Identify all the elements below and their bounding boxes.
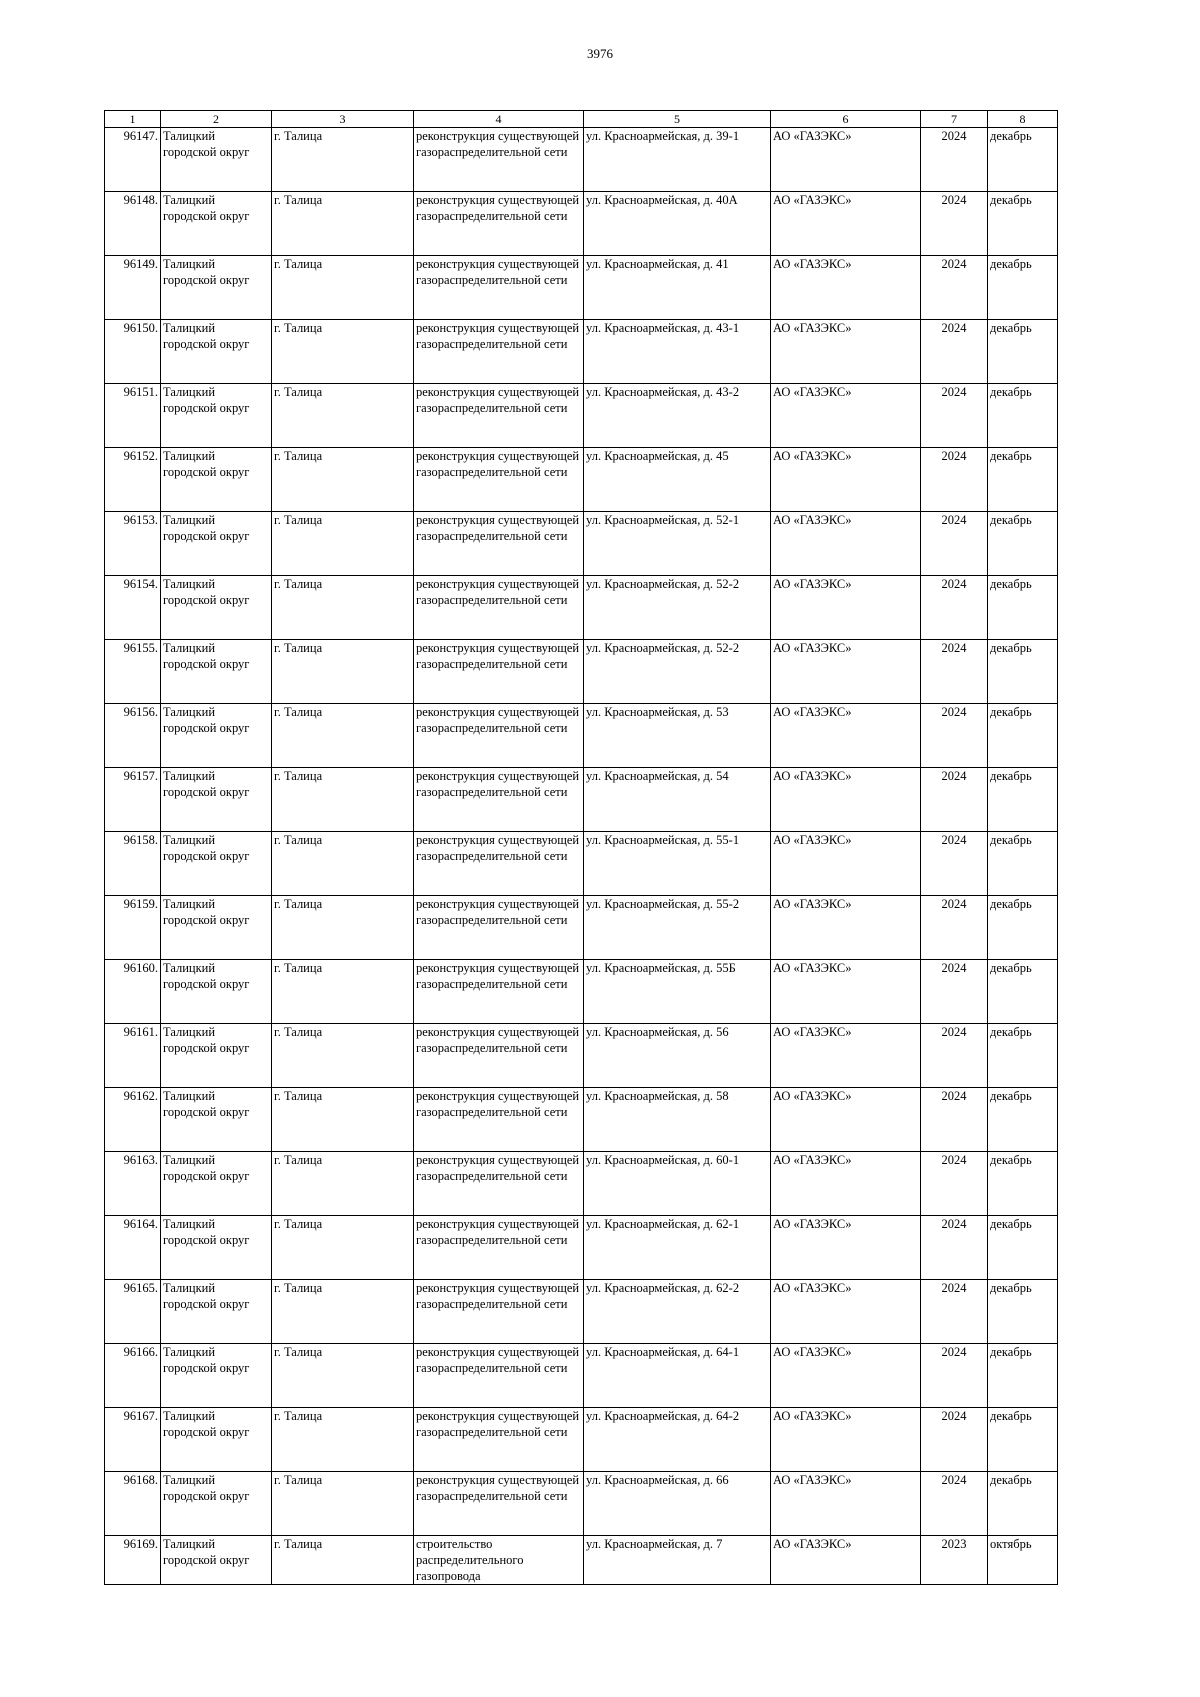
completion-month: декабрь bbox=[988, 1024, 1058, 1088]
district-name: Талицкий городской округ bbox=[161, 1408, 272, 1472]
row-number: 96147. bbox=[105, 128, 161, 192]
table-row bbox=[105, 832, 1058, 896]
table-row bbox=[105, 1088, 1058, 1152]
locality-name: г. Талица bbox=[272, 832, 414, 896]
object-address: ул. Красноармейская, д. 7 bbox=[584, 1536, 771, 1585]
gasification-register-table bbox=[104, 110, 1058, 1585]
work-type: реконструкция существующей газораспределительной сети bbox=[414, 896, 584, 960]
row-number: 96152. bbox=[105, 448, 161, 512]
table-row bbox=[105, 640, 1058, 704]
row-number: 96168. bbox=[105, 1472, 161, 1536]
completion-year: 2024 bbox=[921, 576, 988, 640]
locality-name: г. Талица bbox=[272, 1216, 414, 1280]
district-name: Талицкий городской округ bbox=[161, 1472, 272, 1536]
object-address: ул. Красноармейская, д. 66 bbox=[584, 1472, 771, 1536]
row-number: 96157. bbox=[105, 768, 161, 832]
completion-year: 2024 bbox=[921, 1280, 988, 1344]
completion-month: декабрь bbox=[988, 320, 1058, 384]
work-type: реконструкция существующей газораспределительной сети bbox=[414, 960, 584, 1024]
row-number: 96148. bbox=[105, 192, 161, 256]
locality-name: г. Талица bbox=[272, 704, 414, 768]
row-number: 96154. bbox=[105, 576, 161, 640]
organization-name: АО «ГАЗЭКС» bbox=[771, 448, 921, 512]
table-row bbox=[105, 128, 1058, 192]
completion-year: 2024 bbox=[921, 1472, 988, 1536]
completion-month: декабрь bbox=[988, 1344, 1058, 1408]
completion-month: декабрь bbox=[988, 192, 1058, 256]
row-number: 96164. bbox=[105, 1216, 161, 1280]
completion-year: 2024 bbox=[921, 256, 988, 320]
work-type: реконструкция существующей газораспределительной сети bbox=[414, 704, 584, 768]
completion-month: декабрь bbox=[988, 640, 1058, 704]
completion-year: 2024 bbox=[921, 512, 988, 576]
page-number: 3976 bbox=[587, 46, 613, 61]
object-address: ул. Красноармейская, д. 62-2 bbox=[584, 1280, 771, 1344]
completion-month: декабрь bbox=[988, 1216, 1058, 1280]
table-row bbox=[105, 1408, 1058, 1472]
column-header-8: 8 bbox=[988, 111, 1058, 128]
district-name: Талицкий городской округ bbox=[161, 1088, 272, 1152]
object-address: ул. Красноармейская, д. 64-1 bbox=[584, 1344, 771, 1408]
object-address: ул. Красноармейская, д. 43-1 bbox=[584, 320, 771, 384]
district-name: Талицкий городской округ bbox=[161, 1024, 272, 1088]
completion-year: 2024 bbox=[921, 1024, 988, 1088]
work-type: реконструкция существующей газораспределительной сети bbox=[414, 1088, 584, 1152]
district-name: Талицкий городской округ bbox=[161, 128, 272, 192]
organization-name: АО «ГАЗЭКС» bbox=[771, 1280, 921, 1344]
table-row bbox=[105, 768, 1058, 832]
organization-name: АО «ГАЗЭКС» bbox=[771, 192, 921, 256]
organization-name: АО «ГАЗЭКС» bbox=[771, 832, 921, 896]
district-name: Талицкий городской округ bbox=[161, 320, 272, 384]
work-type: реконструкция существующей газораспределительной сети bbox=[414, 256, 584, 320]
completion-month: декабрь bbox=[988, 704, 1058, 768]
locality-name: г. Талица bbox=[272, 320, 414, 384]
column-header-1: 1 bbox=[105, 111, 161, 128]
locality-name: г. Талица bbox=[272, 1536, 414, 1585]
register-body bbox=[105, 128, 1058, 1585]
completion-month: декабрь bbox=[988, 512, 1058, 576]
object-address: ул. Красноармейская, д. 52-1 bbox=[584, 512, 771, 576]
object-address: ул. Красноармейская, д. 60-1 bbox=[584, 1152, 771, 1216]
work-type: реконструкция существующей газораспределительной сети bbox=[414, 1152, 584, 1216]
table-row bbox=[105, 512, 1058, 576]
work-type: реконструкция существующей газораспределительной сети bbox=[414, 1024, 584, 1088]
table-row bbox=[105, 384, 1058, 448]
district-name: Талицкий городской округ bbox=[161, 1280, 272, 1344]
organization-name: АО «ГАЗЭКС» bbox=[771, 704, 921, 768]
row-number: 96162. bbox=[105, 1088, 161, 1152]
work-type: реконструкция существующей газораспределительной сети bbox=[414, 1280, 584, 1344]
object-address: ул. Красноармейская, д. 64-2 bbox=[584, 1408, 771, 1472]
organization-name: АО «ГАЗЭКС» bbox=[771, 768, 921, 832]
completion-year: 2024 bbox=[921, 896, 988, 960]
organization-name: АО «ГАЗЭКС» bbox=[771, 1216, 921, 1280]
table-row bbox=[105, 1024, 1058, 1088]
work-type: реконструкция существующей газораспределительной сети bbox=[414, 320, 584, 384]
work-type: реконструкция существующей газораспределительной сети bbox=[414, 128, 584, 192]
organization-name: АО «ГАЗЭКС» bbox=[771, 1408, 921, 1472]
completion-month: декабрь bbox=[988, 1408, 1058, 1472]
completion-month: декабрь bbox=[988, 832, 1058, 896]
row-number: 96163. bbox=[105, 1152, 161, 1216]
locality-name: г. Талица bbox=[272, 384, 414, 448]
row-number: 96149. bbox=[105, 256, 161, 320]
completion-year: 2024 bbox=[921, 1344, 988, 1408]
organization-name: АО «ГАЗЭКС» bbox=[771, 1152, 921, 1216]
organization-name: АО «ГАЗЭКС» bbox=[771, 256, 921, 320]
district-name: Талицкий городской округ bbox=[161, 576, 272, 640]
locality-name: г. Талица bbox=[272, 1344, 414, 1408]
column-header-2: 2 bbox=[161, 111, 272, 128]
table-row bbox=[105, 1344, 1058, 1408]
district-name: Талицкий городской округ bbox=[161, 256, 272, 320]
row-number: 96151. bbox=[105, 384, 161, 448]
completion-year: 2024 bbox=[921, 960, 988, 1024]
locality-name: г. Талица bbox=[272, 896, 414, 960]
object-address: ул. Красноармейская, д. 52-2 bbox=[584, 640, 771, 704]
column-header-3: 3 bbox=[272, 111, 414, 128]
locality-name: г. Талица bbox=[272, 1408, 414, 1472]
completion-year: 2024 bbox=[921, 448, 988, 512]
object-address: ул. Красноармейская, д. 53 bbox=[584, 704, 771, 768]
organization-name: АО «ГАЗЭКС» bbox=[771, 960, 921, 1024]
locality-name: г. Талица bbox=[272, 256, 414, 320]
district-name: Талицкий городской округ bbox=[161, 192, 272, 256]
object-address: ул. Красноармейская, д. 54 bbox=[584, 768, 771, 832]
table-row bbox=[105, 1280, 1058, 1344]
completion-year: 2024 bbox=[921, 832, 988, 896]
work-type: реконструкция существующей газораспределительной сети bbox=[414, 832, 584, 896]
table-row bbox=[105, 320, 1058, 384]
organization-name: АО «ГАЗЭКС» bbox=[771, 640, 921, 704]
table-row bbox=[105, 576, 1058, 640]
locality-name: г. Талица bbox=[272, 1088, 414, 1152]
district-name: Талицкий городской округ bbox=[161, 384, 272, 448]
table-row bbox=[105, 896, 1058, 960]
object-address: ул. Красноармейская, д. 45 bbox=[584, 448, 771, 512]
locality-name: г. Талица bbox=[272, 128, 414, 192]
locality-name: г. Талица bbox=[272, 192, 414, 256]
work-type: реконструкция существующей газораспределительной сети bbox=[414, 1408, 584, 1472]
locality-name: г. Талица bbox=[272, 640, 414, 704]
locality-name: г. Талица bbox=[272, 576, 414, 640]
organization-name: АО «ГАЗЭКС» bbox=[771, 128, 921, 192]
work-type: реконструкция существующей газораспределительной сети bbox=[414, 1216, 584, 1280]
table-row bbox=[105, 192, 1058, 256]
table-row bbox=[105, 1536, 1058, 1585]
table-row bbox=[105, 1152, 1058, 1216]
work-type: реконструкция существующей газораспределительной сети bbox=[414, 1344, 584, 1408]
district-name: Талицкий городской округ bbox=[161, 832, 272, 896]
work-type: реконструкция существующей газораспределительной сети bbox=[414, 640, 584, 704]
locality-name: г. Талица bbox=[272, 1152, 414, 1216]
organization-name: АО «ГАЗЭКС» bbox=[771, 1344, 921, 1408]
object-address: ул. Красноармейская, д. 55-1 bbox=[584, 832, 771, 896]
locality-name: г. Талица bbox=[272, 1472, 414, 1536]
column-number-header-row bbox=[105, 111, 1058, 128]
work-type: реконструкция существующей газораспределительной сети bbox=[414, 448, 584, 512]
completion-year: 2024 bbox=[921, 128, 988, 192]
object-address: ул. Красноармейская, д. 56 bbox=[584, 1024, 771, 1088]
completion-month: декабрь bbox=[988, 896, 1058, 960]
district-name: Талицкий городской округ bbox=[161, 1152, 272, 1216]
completion-month: декабрь bbox=[988, 448, 1058, 512]
locality-name: г. Талица bbox=[272, 1280, 414, 1344]
work-type: реконструкция существующей газораспределительной сети bbox=[414, 512, 584, 576]
row-number: 96150. bbox=[105, 320, 161, 384]
column-header-6: 6 bbox=[771, 111, 921, 128]
row-number: 96165. bbox=[105, 1280, 161, 1344]
table-row bbox=[105, 1216, 1058, 1280]
completion-year: 2024 bbox=[921, 1216, 988, 1280]
completion-month: октябрь bbox=[988, 1536, 1058, 1585]
completion-month: декабрь bbox=[988, 768, 1058, 832]
organization-name: АО «ГАЗЭКС» bbox=[771, 320, 921, 384]
locality-name: г. Талица bbox=[272, 1024, 414, 1088]
completion-year: 2024 bbox=[921, 384, 988, 448]
row-number: 96169. bbox=[105, 1536, 161, 1585]
completion-year: 2024 bbox=[921, 768, 988, 832]
object-address: ул. Красноармейская, д. 55Б bbox=[584, 960, 771, 1024]
work-type: реконструкция существующей газораспределительной сети bbox=[414, 576, 584, 640]
column-header-7: 7 bbox=[921, 111, 988, 128]
district-name: Талицкий городской округ bbox=[161, 640, 272, 704]
organization-name: АО «ГАЗЭКС» bbox=[771, 1024, 921, 1088]
locality-name: г. Талица bbox=[272, 448, 414, 512]
completion-month: декабрь bbox=[988, 128, 1058, 192]
object-address: ул. Красноармейская, д. 39-1 bbox=[584, 128, 771, 192]
district-name: Талицкий городской округ bbox=[161, 896, 272, 960]
object-address: ул. Красноармейская, д. 43-2 bbox=[584, 384, 771, 448]
work-type: реконструкция существующей газораспределительной сети bbox=[414, 192, 584, 256]
row-number: 96159. bbox=[105, 896, 161, 960]
object-address: ул. Красноармейская, д. 52-2 bbox=[584, 576, 771, 640]
organization-name: АО «ГАЗЭКС» bbox=[771, 576, 921, 640]
object-address: ул. Красноармейская, д. 55-2 bbox=[584, 896, 771, 960]
object-address: ул. Красноармейская, д. 40А bbox=[584, 192, 771, 256]
completion-year: 2024 bbox=[921, 1088, 988, 1152]
work-type: строительство распределительного газопровода bbox=[414, 1536, 584, 1585]
table-row bbox=[105, 256, 1058, 320]
row-number: 96160. bbox=[105, 960, 161, 1024]
work-type: реконструкция существующей газораспределительной сети bbox=[414, 768, 584, 832]
district-name: Талицкий городской округ bbox=[161, 448, 272, 512]
table-row bbox=[105, 960, 1058, 1024]
table-row bbox=[105, 448, 1058, 512]
district-name: Талицкий городской округ bbox=[161, 960, 272, 1024]
work-type: реконструкция существующей газораспределительной сети bbox=[414, 384, 584, 448]
object-address: ул. Красноармейская, д. 62-1 bbox=[584, 1216, 771, 1280]
row-number: 96167. bbox=[105, 1408, 161, 1472]
locality-name: г. Талица bbox=[272, 512, 414, 576]
completion-year: 2023 bbox=[921, 1536, 988, 1585]
work-type: реконструкция существующей газораспределительной сети bbox=[414, 1472, 584, 1536]
organization-name: АО «ГАЗЭКС» bbox=[771, 1472, 921, 1536]
completion-year: 2024 bbox=[921, 1152, 988, 1216]
district-name: Талицкий городской округ bbox=[161, 768, 272, 832]
table-row bbox=[105, 1472, 1058, 1536]
column-header-5: 5 bbox=[584, 111, 771, 128]
object-address: ул. Красноармейская, д. 41 bbox=[584, 256, 771, 320]
organization-name: АО «ГАЗЭКС» bbox=[771, 384, 921, 448]
completion-month: декабрь bbox=[988, 256, 1058, 320]
completion-month: декабрь bbox=[988, 576, 1058, 640]
completion-year: 2024 bbox=[921, 1408, 988, 1472]
table-row bbox=[105, 704, 1058, 768]
district-name: Талицкий городской округ bbox=[161, 1216, 272, 1280]
completion-month: декабрь bbox=[988, 1152, 1058, 1216]
completion-month: декабрь bbox=[988, 1280, 1058, 1344]
organization-name: АО «ГАЗЭКС» bbox=[771, 512, 921, 576]
completion-year: 2024 bbox=[921, 704, 988, 768]
object-address: ул. Красноармейская, д. 58 bbox=[584, 1088, 771, 1152]
district-name: Талицкий городской округ bbox=[161, 512, 272, 576]
district-name: Талицкий городской округ bbox=[161, 1536, 272, 1585]
organization-name: АО «ГАЗЭКС» bbox=[771, 896, 921, 960]
completion-month: декабрь bbox=[988, 960, 1058, 1024]
district-name: Талицкий городской округ bbox=[161, 704, 272, 768]
district-name: Талицкий городской округ bbox=[161, 1344, 272, 1408]
organization-name: АО «ГАЗЭКС» bbox=[771, 1088, 921, 1152]
locality-name: г. Талица bbox=[272, 960, 414, 1024]
locality-name: г. Талица bbox=[272, 768, 414, 832]
completion-month: декабрь bbox=[988, 1472, 1058, 1536]
row-number: 96161. bbox=[105, 1024, 161, 1088]
completion-month: декабрь bbox=[988, 1088, 1058, 1152]
row-number: 96155. bbox=[105, 640, 161, 704]
row-number: 96156. bbox=[105, 704, 161, 768]
column-header-4: 4 bbox=[414, 111, 584, 128]
row-number: 96153. bbox=[105, 512, 161, 576]
completion-year: 2024 bbox=[921, 640, 988, 704]
row-number: 96166. bbox=[105, 1344, 161, 1408]
row-number: 96158. bbox=[105, 832, 161, 896]
completion-month: декабрь bbox=[988, 384, 1058, 448]
organization-name: АО «ГАЗЭКС» bbox=[771, 1536, 921, 1585]
completion-year: 2024 bbox=[921, 192, 988, 256]
completion-year: 2024 bbox=[921, 320, 988, 384]
